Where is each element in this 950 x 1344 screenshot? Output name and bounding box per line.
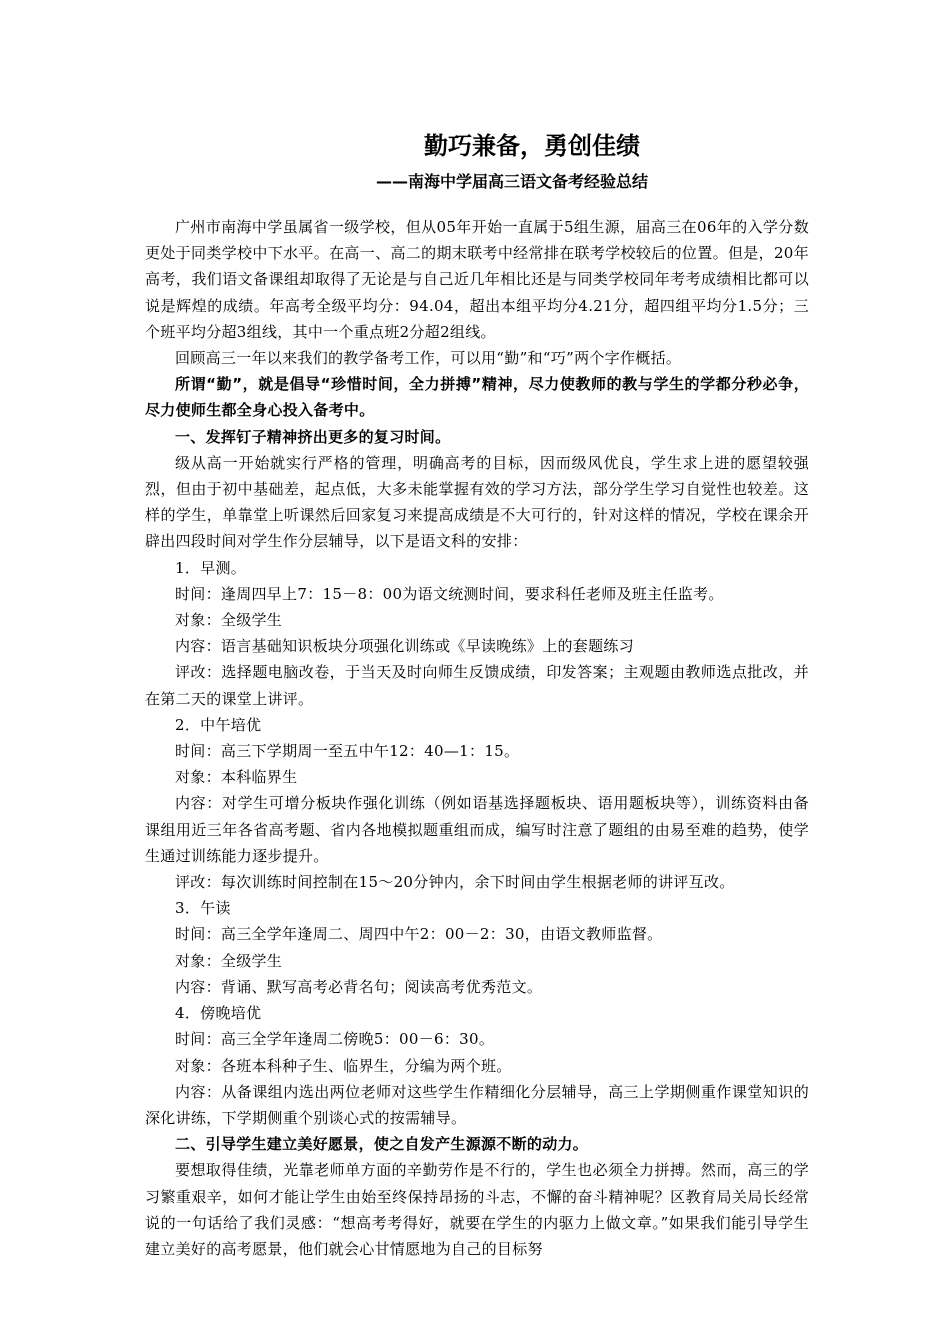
paragraph-review: 回顾高三一年以来我们的教学备考工作，可以用“勤”和“巧”两个字作概括。	[175, 349, 682, 368]
paragraph-background: 级从高一开始就实行严格的管理，明确高考的目标，因而级风优良，学生求上进的愿望较强烈，但由于初中基础差，起点低，大多未能掌握有效的学习方法，部分学生学习自觉性也较差。这样的学生，单靠堂上听课然后回家复习来提高成绩是不大可行的，针对这样的情况，学校在课余开辟出四段时间对学生作分层辅导，以下是语文科的安排：	[145, 453, 809, 551]
item-detail: 时间：逢周四早上7：15－8：00为语文统测时间，要求科任老师及班主任监考。	[175, 584, 724, 603]
item-detail: 时间：高三下学期周一至五中午12：40—1：15。	[175, 742, 520, 761]
document-title: 勤巧兼备，勇创佳绩	[424, 132, 640, 160]
item-heading-noon-tutoring: 2．中午培优	[175, 715, 262, 734]
document-subtitle: ——南海中学届高三语文备考经验总结	[375, 172, 648, 191]
item-heading-noon-reading: 3．午读	[175, 899, 231, 918]
item-detail: 内容：从备课组内选出两位老师对这些学生作精细化分层辅导，高三上学期侧重作课堂知识的深化讲练，下学期侧重个别谈心式的按需辅导。	[145, 1082, 809, 1127]
paragraph-motivation: 要想取得佳绩，光靠老师单方面的辛勤劳作是不行的，学生也必须全力拼搏。然而，高三的学习繁重艰辛，如何才能让学生由始至终保持昂扬的斗志，不懈的奋斗精神呢？区教育局关局长经常说的一句话给了我们灵感：“想高考考得好，就要在学生的内驱力上做文章。”如果我们能引导学生建立美好的高考愿景，他们就会心甘情愿地为自己的目标努	[145, 1161, 809, 1258]
item-detail: 时间：高三全学年逢周二傍晚5：00－6：30。	[175, 1030, 495, 1049]
item-detail: 对象：全级学生	[175, 951, 283, 970]
item-detail: 对象：本科临界生	[175, 768, 298, 787]
section-heading-1: 一、发挥钉子精神挤出更多的复习时间。	[175, 427, 451, 446]
item-detail: 对象：全级学生	[175, 611, 283, 630]
item-heading-evening-tutoring: 4．傍晚培优	[175, 1004, 262, 1023]
item-detail: 对象：各班本科种子生、临界生，分编为两个班。	[175, 1056, 512, 1075]
item-detail: 评改：选择题电脑改卷，于当天及时向师生反馈成绩，印发答案；主观题由教师选点批改，并在第二天的课堂上讲评。	[145, 663, 809, 708]
item-detail: 内容：对学生可增分板块作强化训练（例如语基选择题板块、语用题板块等），训练资料由备课组用近三年各省高考题、省内各地模拟题重组而成，编写时注意了题组的由易至难的趋势，使学生通过训练能力逐步提升。	[145, 794, 809, 865]
item-detail: 内容：语言基础知识板块分项强化训练或《早读晚练》上的套题练习	[175, 637, 635, 656]
paragraph-intro: 广州市南海中学虽属省一级学校，但从05年开始一直属于5组生源，届高三在06年的入学分数更处于同类学校中下水平。在高一、高二的期末联考中经常排在联考学校较后的位置。但是，20年高考，我们语文备课组却取得了无论是与自己近几年相比还是与同类学校同年考考成绩相比都可以说是辉煌的成绩。年高考全级平均分：94.04，超出本组平均分4.21分，超四组平均分1.5分；三个班平均分超3组线，其中一个重点班2分超2组线。	[145, 218, 809, 341]
item-detail: 内容：背诵、默写高考必背名句；阅读高考优秀范文。	[175, 977, 543, 996]
section-heading-2: 二、引导学生建立美好愿景，使之自发产生源源不断的动力。	[175, 1135, 589, 1154]
item-detail: 时间：高三全学年逢周二、周四中午2：00－2：30，由语文教师监督。	[175, 925, 663, 944]
item-detail: 评改：每次训练时间控制在15～20分钟内，余下时间由学生根据老师的讲评互改。	[175, 873, 735, 892]
document-page	[145, 128, 809, 1262]
item-heading-early-test: 1．早测。	[175, 558, 247, 577]
paragraph-qin-definition: 所谓“勤”，就是倡导“珍惜时间，全力拼搏”精神，尽力使教师的教与学生的学都分秒必争，尽力使师生都全身心投入备考中。	[145, 375, 809, 420]
